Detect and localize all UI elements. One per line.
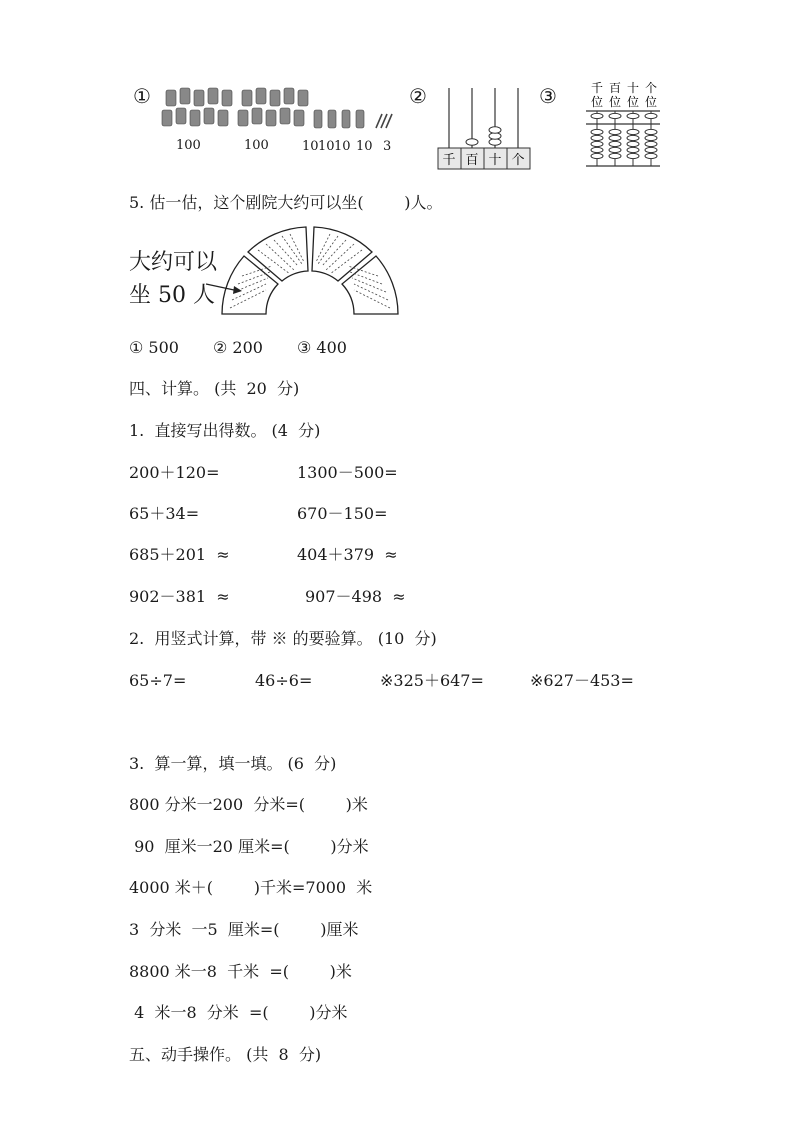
figure-2-marker: ② [409,84,427,108]
q1-row1-right: 1300－500= [297,463,398,482]
q1-row4-right: 907－498 ≈ [305,587,406,606]
abacus-header-tens: 十 [626,81,640,95]
q3-line-6: 4 米一8 分米 =( )分米 [129,1003,348,1022]
abacus-header-thousands: 千 [590,81,604,95]
q1-row2-right: 670－150= [297,504,388,523]
bead-tens-3 [489,127,501,133]
q3-line-1: 800 分米一200 分米=( )米 [129,795,368,814]
q5-option-3: ③ 400 [297,338,347,357]
q3-title: 3. 算一算，填一填。 (6 分) [129,754,337,773]
q5-option-2: ② 200 [213,338,263,357]
q3-line-3: 4000 米＋( )千米=7000 米 [129,878,373,897]
q2-item-1: 65÷7= [129,671,187,690]
q3-line-5: 8800 米一8 千米 =( )米 [129,962,352,981]
abacus-header2-tens: 位 [626,95,640,109]
abacus-header2-ones: 位 [644,95,658,109]
q1-row2-left: 65＋34= [129,504,200,523]
figure-1-label-3: 3 [383,139,392,154]
figure-1-marker: ① [133,84,151,108]
place-hundreds: 百 [465,153,479,168]
figure-1-label-100a: 100 [176,138,201,153]
section-5-title: 五、动手操作。 (共 8 分) [129,1045,322,1064]
figure-1-label-10d: 10 [356,139,373,154]
q2-title: 2. 用竖式计算，带 ※ 的要验算。 (10 分) [129,629,437,648]
abacus-figure [584,80,664,170]
place-ones: 个 [511,153,525,168]
q3-line-2: 90 厘米一20 厘米=( )分米 [129,837,369,856]
abacus-header2-thousands: 位 [590,95,604,109]
bundles-of-ten [314,110,364,128]
q3-line-4: 3 分米 一5 厘米=( )厘米 [129,920,359,939]
bead-tens-1 [489,139,501,145]
theater-callout-line2: 坐 50 人 [129,283,215,308]
theater-callout-line1: 大约可以 [129,250,218,275]
place-thousands: 千 [442,153,456,168]
single-sticks [376,114,392,128]
q2-item-3: ※325＋647= [380,671,484,690]
bead-hundreds-1 [466,139,478,145]
q5-option-1: ① 500 [129,338,179,357]
abacus-header-ones: 个 [644,81,658,95]
figure-3-marker: ③ [539,84,557,108]
q2-item-4: ※627－453= [530,671,634,690]
figure-1-label-10c: 10 [334,139,351,154]
q1-row3-left: 685＋201 ≈ [129,545,230,564]
figure-1-label-100b: 100 [244,138,269,153]
callout-arrow [204,280,244,300]
figure-1-label-10b: 10 [318,139,335,154]
place-tens: 十 [488,153,502,168]
abacus-header-hundreds: 百 [608,81,622,95]
figure-1-label-10a: 10 [302,139,319,154]
theater-diagram [210,226,410,326]
q1-row3-right: 404＋379 ≈ [297,545,398,564]
bundle-100-b [238,88,308,126]
q5-prompt: 5. 估一估，这个剧院大约可以坐( )人。 [129,193,443,212]
abacus-header2-hundreds: 位 [608,95,622,109]
bundle-100-a [162,88,232,126]
q2-item-2: 46÷6= [255,671,313,690]
q1-title: 1. 直接写出得数。 (4 分) [129,421,321,440]
q1-row4-left: 902－381 ≈ [129,587,230,606]
place-value-abacus [436,82,536,172]
section-4-title: 四、计算。 (共 20 分) [129,379,300,398]
q1-row1-left: 200＋120= [129,463,220,482]
bead-tens-2 [489,133,501,139]
